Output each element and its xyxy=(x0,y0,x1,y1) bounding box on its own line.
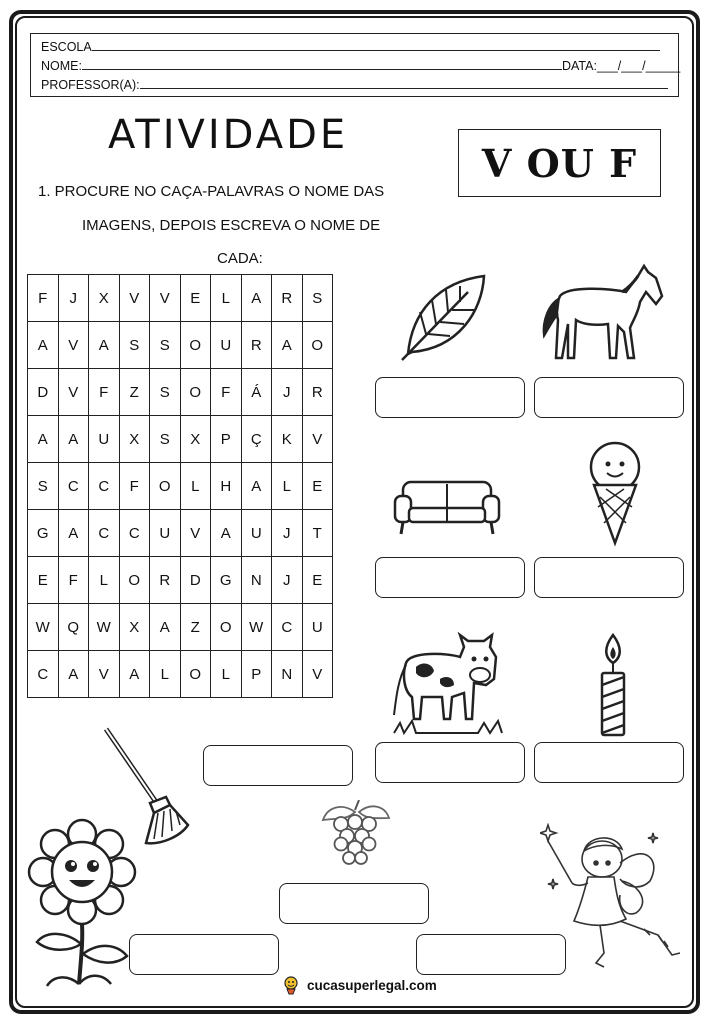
grid-row xyxy=(28,510,333,557)
grid-cell[interactable]: J xyxy=(272,369,303,416)
grid-cell[interactable]: Ç xyxy=(241,416,272,463)
grid-cell[interactable]: V xyxy=(58,322,89,369)
grid-cell[interactable]: O xyxy=(119,557,150,604)
grid-cell[interactable]: J xyxy=(58,275,89,322)
grid-cell[interactable]: W xyxy=(89,604,120,651)
mascot-icon xyxy=(281,975,301,995)
grid-row xyxy=(28,651,333,698)
grid-cell[interactable]: V xyxy=(119,275,150,322)
grid-cell[interactable]: F xyxy=(28,275,59,322)
grid-cell[interactable]: O xyxy=(180,651,211,698)
grid-cell[interactable]: C xyxy=(28,651,59,698)
grid-cell[interactable]: Á xyxy=(241,369,272,416)
grid-cell[interactable]: V xyxy=(89,651,120,698)
grid-cell[interactable]: O xyxy=(180,322,211,369)
grid-cell[interactable]: V xyxy=(150,275,181,322)
grid-cell[interactable]: O xyxy=(302,322,333,369)
grid-cell[interactable]: A xyxy=(211,510,242,557)
grid-cell[interactable]: L xyxy=(150,651,181,698)
grid-cell[interactable]: A xyxy=(150,604,181,651)
grid-cell[interactable]: O xyxy=(150,463,181,510)
header-box xyxy=(30,33,679,97)
grid-cell[interactable]: S xyxy=(302,275,333,322)
grid-row xyxy=(28,322,333,369)
nome-label: NOME: xyxy=(41,59,82,73)
grid-cell[interactable]: A xyxy=(58,510,89,557)
cow-icon xyxy=(388,623,508,738)
grid-cell[interactable]: N xyxy=(241,557,272,604)
grid-cell[interactable]: N xyxy=(272,651,303,698)
grid-cell[interactable]: S xyxy=(150,322,181,369)
grid-cell[interactable]: U xyxy=(150,510,181,557)
grid-cell[interactable]: Z xyxy=(180,604,211,651)
answer-box-fairy[interactable] xyxy=(416,934,566,975)
grid-cell[interactable]: U xyxy=(211,322,242,369)
grid-cell[interactable]: C xyxy=(58,463,89,510)
answer-box-leaf[interactable] xyxy=(375,377,525,418)
escola-field[interactable] xyxy=(92,39,660,51)
grid-cell[interactable]: A xyxy=(119,651,150,698)
grid-cell[interactable]: S xyxy=(150,369,181,416)
grid-cell[interactable]: E xyxy=(180,275,211,322)
grid-cell[interactable]: P xyxy=(211,416,242,463)
professor-field[interactable] xyxy=(140,77,668,89)
grid-cell[interactable]: E xyxy=(28,557,59,604)
grid-cell[interactable]: C xyxy=(119,510,150,557)
answer-box-ice-cream[interactable] xyxy=(534,557,684,598)
candle-icon xyxy=(594,633,632,737)
grid-cell[interactable]: S xyxy=(150,416,181,463)
grid-cell[interactable]: R xyxy=(150,557,181,604)
escola-label: ESCOLA xyxy=(41,40,92,54)
answer-box-candle[interactable] xyxy=(534,742,684,783)
answer-box-flower[interactable] xyxy=(129,934,279,975)
answer-box-sofa[interactable] xyxy=(375,557,525,598)
answer-box-grapes[interactable] xyxy=(279,883,429,924)
grid-row xyxy=(28,275,333,322)
footer-brand xyxy=(275,975,443,995)
grid-cell[interactable]: F xyxy=(211,369,242,416)
answer-box-broom[interactable] xyxy=(203,745,353,786)
grid-cell[interactable]: R xyxy=(302,369,333,416)
grid-cell[interactable]: X xyxy=(180,416,211,463)
grid-cell[interactable]: W xyxy=(28,604,59,651)
grid-cell[interactable]: V xyxy=(302,651,333,698)
grid-cell[interactable]: A xyxy=(89,322,120,369)
grid-row xyxy=(28,463,333,510)
grid-cell[interactable]: J xyxy=(272,510,303,557)
grid-cell[interactable]: U xyxy=(302,604,333,651)
grid-cell[interactable]: L xyxy=(211,275,242,322)
grid-cell[interactable]: H xyxy=(211,463,242,510)
instruction-line-3: CADA: xyxy=(217,250,263,267)
page-title: ATIVIDADE xyxy=(108,112,349,158)
grid-cell[interactable]: J xyxy=(272,557,303,604)
grid-cell[interactable]: A xyxy=(58,651,89,698)
grid-cell[interactable]: L xyxy=(180,463,211,510)
grid-cell[interactable]: X xyxy=(119,604,150,651)
grid-cell[interactable]: U xyxy=(241,510,272,557)
vf-badge-text: V OU F xyxy=(481,140,638,186)
grid-cell[interactable]: U xyxy=(89,416,120,463)
grid-cell[interactable]: L xyxy=(272,463,303,510)
grid-cell[interactable]: G xyxy=(28,510,59,557)
grid-cell[interactable]: C xyxy=(89,463,120,510)
grid-cell[interactable]: D xyxy=(28,369,59,416)
grid-cell[interactable]: S xyxy=(119,322,150,369)
vf-badge xyxy=(458,129,661,197)
grid-cell[interactable]: F xyxy=(89,369,120,416)
answer-box-horse[interactable] xyxy=(534,377,684,418)
grid-cell[interactable]: X xyxy=(119,416,150,463)
grid-cell[interactable]: V xyxy=(302,416,333,463)
nome-field[interactable] xyxy=(82,58,562,70)
grid-cell[interactable]: V xyxy=(180,510,211,557)
grid-row xyxy=(28,416,333,463)
grid-cell[interactable]: P xyxy=(241,651,272,698)
flower-icon xyxy=(27,818,137,990)
instruction-line-1: 1. PROCURE NO CAÇA-PALAVRAS O NOME DAS xyxy=(38,183,385,200)
horse-icon xyxy=(538,262,666,362)
grid-cell[interactable]: A xyxy=(28,416,59,463)
grapes-icon xyxy=(319,800,391,866)
answer-box-cow[interactable] xyxy=(375,742,525,783)
professor-label: PROFESSOR(A): xyxy=(41,78,140,92)
grid-cell[interactable]: A xyxy=(241,275,272,322)
grid-cell[interactable]: E xyxy=(302,557,333,604)
grid-cell[interactable]: L xyxy=(89,557,120,604)
grid-cell[interactable]: L xyxy=(211,651,242,698)
grid-cell[interactable]: F xyxy=(119,463,150,510)
grid-cell[interactable]: A xyxy=(58,416,89,463)
grid-cell[interactable]: Z xyxy=(119,369,150,416)
grid-cell[interactable]: R xyxy=(241,322,272,369)
data-label[interactable]: DATA:___/___/_____ xyxy=(561,59,681,73)
ice-cream-icon xyxy=(586,437,644,547)
grid-row xyxy=(28,369,333,416)
grid-row xyxy=(28,557,333,604)
instruction-line-2: IMAGENS, DEPOIS ESCREVA O NOME DE xyxy=(82,217,381,234)
grid-cell[interactable]: R xyxy=(272,275,303,322)
grid-cell[interactable]: X xyxy=(89,275,120,322)
grid-cell[interactable]: G xyxy=(211,557,242,604)
grid-cell[interactable]: K xyxy=(272,416,303,463)
grid-cell[interactable]: T xyxy=(302,510,333,557)
grid-cell[interactable]: Q xyxy=(58,604,89,651)
grid-cell[interactable]: F xyxy=(58,557,89,604)
grid-cell[interactable]: V xyxy=(58,369,89,416)
grid-cell[interactable]: C xyxy=(272,604,303,651)
grid-cell[interactable]: O xyxy=(211,604,242,651)
sofa-icon xyxy=(393,478,501,538)
grid-cell[interactable]: C xyxy=(89,510,120,557)
grid-cell[interactable]: A xyxy=(28,322,59,369)
word-search-grid xyxy=(27,274,333,698)
grid-cell[interactable]: A xyxy=(241,463,272,510)
grid-cell[interactable]: D xyxy=(180,557,211,604)
grid-cell[interactable]: E xyxy=(302,463,333,510)
grid-cell[interactable]: O xyxy=(180,369,211,416)
grid-row xyxy=(28,604,333,651)
leaf-icon xyxy=(398,272,490,362)
nome-line xyxy=(41,58,680,73)
grid-cell[interactable]: S xyxy=(28,463,59,510)
footer-site-link[interactable]: cucasuperlegal.com xyxy=(307,977,437,993)
grid-cell[interactable]: W xyxy=(241,604,272,651)
escola-line xyxy=(41,39,660,54)
grid-cell[interactable]: A xyxy=(272,322,303,369)
professor-line xyxy=(41,77,668,92)
